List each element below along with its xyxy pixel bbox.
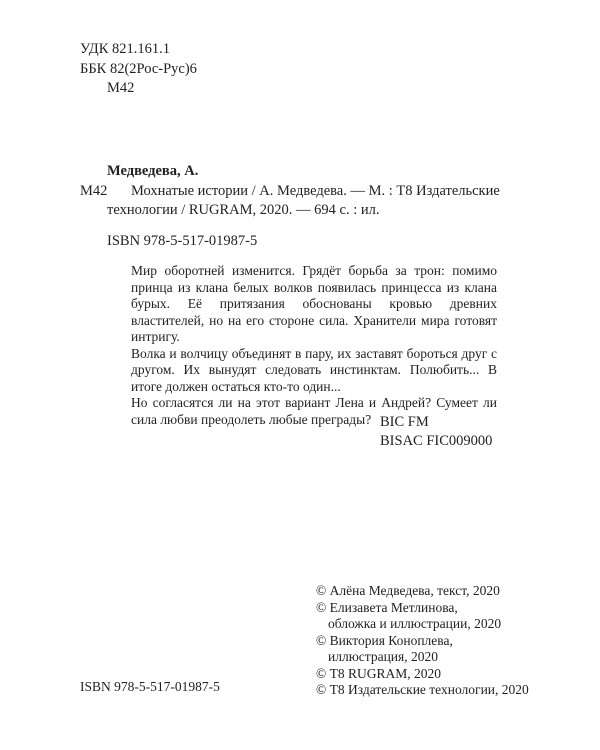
bbk-code: ББК 82(2Рос-Рус)6 bbox=[80, 61, 197, 77]
copyright-line: © Елизавета Метлинова, bbox=[316, 599, 458, 615]
author-sign: М42 bbox=[80, 183, 108, 199]
annotation-paragraph: Волка и волчицу объединят в пару, их заставят бороться друг с другом. Их вынудят следовать инстинктам. Полюбить... В итоге должен остаться кто-то один... bbox=[131, 345, 497, 394]
annotation-paragraph: Но согласятся ли на этот вариант Лена и Андрей? Сумеет ли сила любви преодолеть любые преграды? bbox=[131, 395, 497, 427]
annotation bbox=[131, 263, 497, 428]
copyright-line: © Т8 Издательские технологии, 2020 bbox=[316, 682, 529, 697]
bic-code: BIC FM bbox=[380, 414, 429, 430]
bisac-code: BISAC FIC009000 bbox=[380, 433, 493, 449]
copyright-block bbox=[316, 583, 529, 699]
copyright-line: © Т8 RUGRAM, 2020 bbox=[316, 665, 442, 681]
annotation-paragraph: Мир оборотней изменится. Грядёт борьба за трон: помимо принца из клана белых волков появилась принцесса из клана бурых. Её притязания обоснованы кровью древних властителей, но на его стороне сила. Хранители мира готовят интригу. bbox=[131, 263, 497, 344]
bibliographic-description-line2: технологии / RUGRAM, 2020. — 694 с. : ил. bbox=[107, 202, 380, 218]
isbn-footer: ISBN 978-5-517-01987-5 bbox=[80, 679, 220, 694]
author-heading: Медведева, А. bbox=[107, 163, 199, 179]
udk-code: УДК 821.161.1 bbox=[80, 41, 170, 57]
copyright-line: © Виктория Коноплева, bbox=[316, 632, 453, 648]
copyright-line: © Алёна Медведева, текст, 2020 bbox=[316, 583, 500, 598]
author-sign-top: М42 bbox=[107, 80, 135, 96]
isbn-record: ISBN 978-5-517-01987-5 bbox=[107, 233, 258, 249]
bibliographic-description-line1: Мохнатые истории / А. Медведева. — М. : Т8 Издательские bbox=[131, 183, 500, 199]
copyright-line: обложка и иллюстрации, 2020 bbox=[328, 616, 502, 631]
copyright-line: иллюстрация, 2020 bbox=[328, 649, 438, 664]
